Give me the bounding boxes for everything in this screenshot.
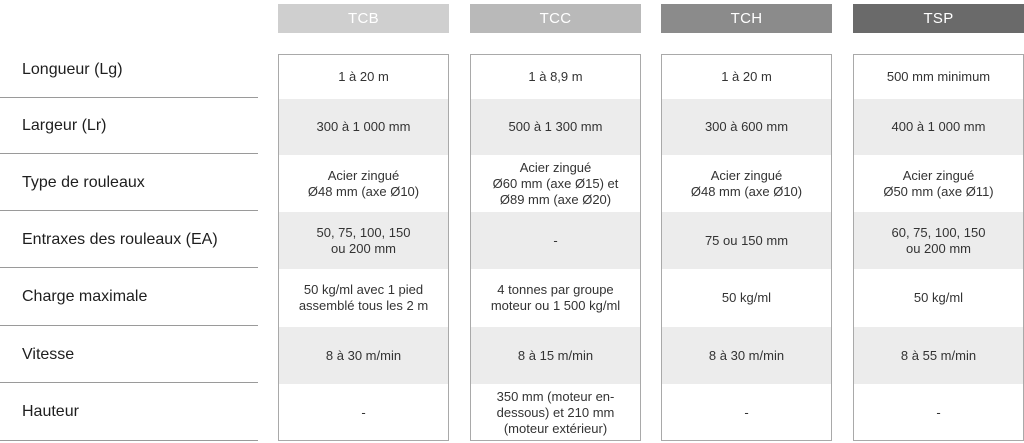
table-cell: - (361, 405, 366, 420)
table-cell: - (471, 212, 640, 269)
table-cell: 50 kg/ml (721, 290, 772, 305)
column-header-tsp: TSP (853, 4, 1024, 33)
table-cell: - (936, 405, 941, 420)
row-label: Longueur (Lg) (22, 61, 123, 78)
row-divider (0, 440, 258, 441)
table-cell: Acier zingué Ø48 mm (axe Ø10) (690, 167, 803, 199)
row-label: Vitesse (22, 345, 75, 363)
table-cell: 50 kg/ml avec 1 pied assemblé tous les 2 m (298, 282, 429, 313)
table-cell: 400 à 1 000 mm (854, 99, 1023, 155)
table-cell: 8 à 30 m/min (279, 327, 448, 384)
table-cell: 8 à 30 m/min (662, 327, 831, 384)
table-cell: 300 à 1 000 mm (279, 99, 448, 155)
row-label: Hauteur (22, 403, 79, 420)
table-cell: 8 à 55 m/min (854, 327, 1023, 384)
table-cell: 500 mm minimum (886, 69, 991, 84)
table-cell: 75 ou 150 mm (662, 212, 831, 269)
table-cell: 350 mm (moteur en- dessous) et 210 mm (moteur extérieur) (496, 389, 615, 436)
table-cell: 8 à 15 m/min (471, 327, 640, 384)
table-cell: 500 à 1 300 mm (471, 99, 640, 155)
table-cell: 300 à 600 mm (662, 99, 831, 155)
table-cell: 4 tonnes par groupe moteur ou 1 500 kg/ml (490, 282, 621, 313)
table-cell: 50 kg/ml (913, 290, 964, 305)
column-tcc (470, 54, 641, 441)
table-cell: Acier zingué Ø60 mm (axe Ø15) et Ø89 mm (axe Ø20) (492, 159, 619, 207)
row-label: Type de rouleaux (22, 173, 145, 191)
table-cell: 1 à 20 m (338, 69, 389, 84)
column-tch (661, 54, 832, 441)
table-cell: 1 à 8,9 m (528, 69, 583, 84)
table-cell: - (744, 405, 749, 420)
column-header-tch: TCH (661, 4, 832, 33)
column-tcb (278, 54, 449, 441)
row-label: Largeur (Lr) (22, 117, 107, 134)
table-cell: 1 à 20 m (721, 69, 772, 84)
table-cell: Acier zingué Ø48 mm (axe Ø10) (307, 167, 420, 199)
table-cell: 60, 75, 100, 150 ou 200 mm (854, 212, 1023, 269)
row-label: Entraxes des rouleaux (EA) (22, 230, 218, 248)
table-cell: 50, 75, 100, 150 ou 200 mm (279, 212, 448, 269)
row-label: Charge maximale (22, 288, 148, 305)
column-tsp (853, 54, 1024, 441)
column-header-tcb: TCB (278, 4, 449, 33)
table-cell: Acier zingué Ø50 mm (axe Ø11) (883, 167, 994, 199)
column-header-tcc: TCC (470, 4, 641, 33)
